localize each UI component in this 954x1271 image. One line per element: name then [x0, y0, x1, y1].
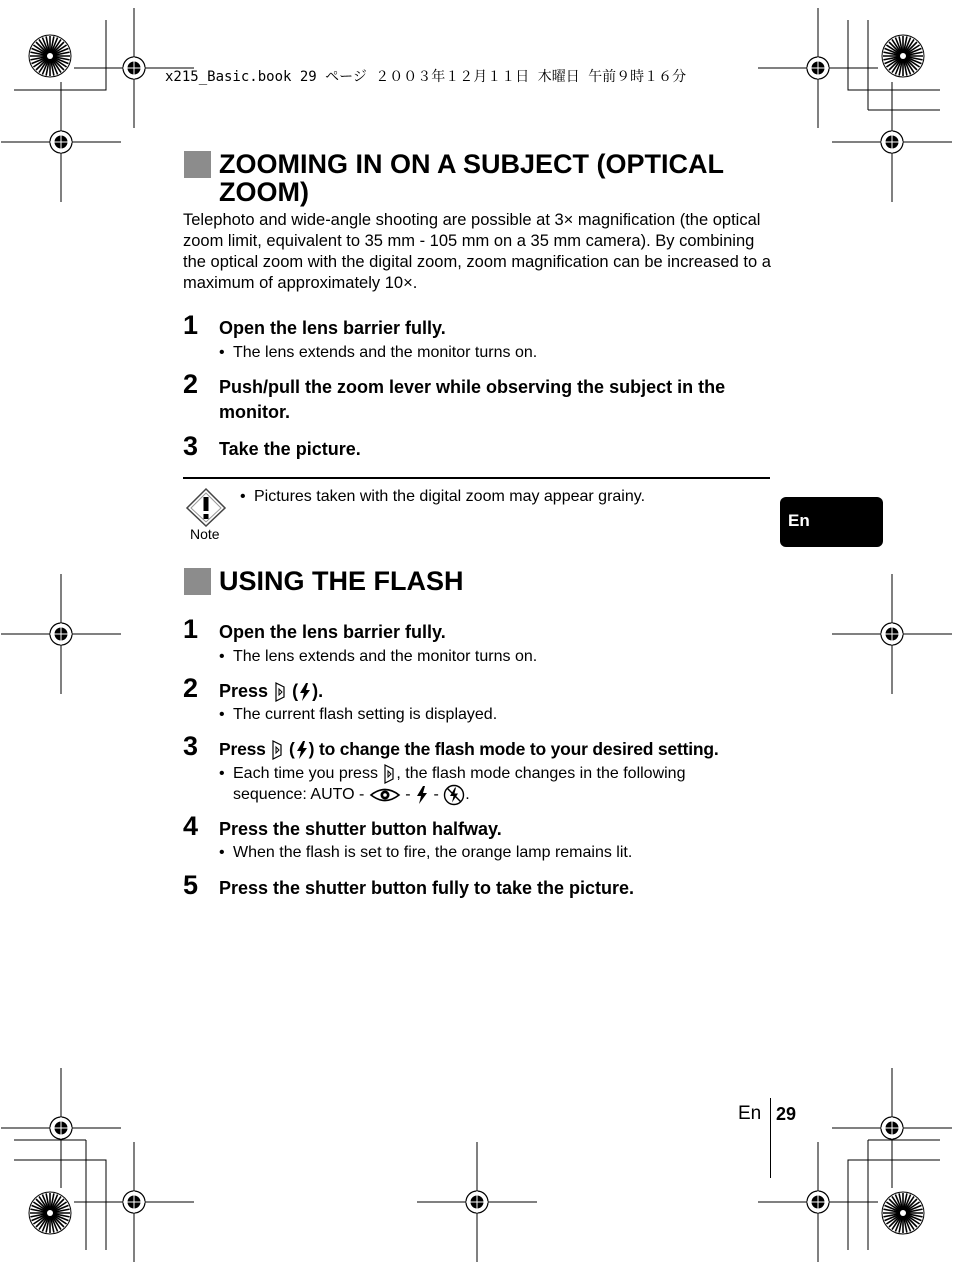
step-number: 2	[183, 673, 199, 703]
note-text: • Pictures taken with the digital zoom may appear grainy.	[240, 488, 646, 505]
bullet-text: , the flash mode changes in the following	[396, 765, 686, 782]
step-number: 1	[183, 310, 199, 340]
red-eye-reduction-icon	[369, 786, 401, 804]
section-title-text: ZOOMING IN ON A SUBJECT (OPTICAL ZOOM)	[219, 149, 724, 207]
language-tab: En	[780, 497, 883, 547]
step-heading: Open the lens barrier fully.	[219, 318, 446, 338]
print-header: x215_Basic.book 29 ページ ２００３年１２月１１日 木曜日 午前９時１６分	[165, 69, 687, 85]
section-title-text: USING THE FLASH	[219, 566, 464, 596]
section-marker-square	[184, 568, 211, 595]
step-heading: Push/pull the zoom lever while observing the subject in the monitor.	[219, 377, 726, 422]
step-text: (	[292, 681, 299, 701]
step-number: 3	[183, 431, 199, 461]
step-text: Press	[219, 681, 269, 701]
section-marker-square	[184, 151, 211, 178]
bullet-text: The lens extends and the monitor turns on.	[233, 344, 538, 361]
bullet-text: -	[405, 786, 411, 804]
page-number: 29	[776, 1104, 797, 1124]
zoom-step-1-bullet: • The lens extends and the monitor turns on.	[219, 344, 538, 361]
footer-language: En	[738, 1103, 762, 1124]
note-divider	[183, 477, 770, 479]
note-exclamation-icon	[185, 487, 227, 527]
step-number: 1	[183, 614, 199, 644]
flash-off-icon	[443, 784, 465, 806]
bullet-text: Each time you press	[233, 765, 378, 782]
step-text: ) to change the flash mode to your desired setting.	[308, 739, 719, 759]
step-number: 2	[183, 369, 199, 399]
flash-step-2-bullet: • The current flash setting is displayed.	[219, 706, 498, 723]
flash-button-icon	[270, 740, 284, 760]
step-text: Press	[219, 739, 266, 759]
step-heading: Open the lens barrier fully.	[219, 622, 446, 642]
step-text: (	[289, 739, 295, 759]
flash-button-icon	[273, 682, 287, 702]
step-heading	[219, 737, 775, 762]
step-heading	[219, 679, 775, 704]
flash-step-4-bullet: • When the flash is set to fire, the orange lamp remains lit.	[219, 844, 633, 861]
bullet-text: sequence: AUTO -	[233, 786, 365, 804]
step-text: ).	[312, 681, 324, 701]
bullet-text: The current flash setting is displayed.	[233, 706, 498, 723]
step-number: 3	[183, 731, 199, 761]
note-bullet-text: Pictures taken with the digital zoom may appear grainy.	[254, 488, 646, 505]
step-number: 4	[183, 811, 199, 841]
bullet-text: -	[433, 786, 439, 804]
step-heading: Press the shutter button halfway.	[219, 819, 502, 839]
section-title-zoom	[184, 150, 779, 206]
step-heading: Take the picture.	[219, 439, 361, 459]
step-number: 5	[183, 870, 199, 900]
bullet-text: When the flash is set to fire, the orange lamp remains lit.	[233, 844, 633, 861]
flash-icon	[415, 786, 429, 804]
step-heading: Press the shutter button fully to take the picture.	[219, 878, 635, 898]
section-title-flash	[184, 567, 779, 595]
note-label: Note	[190, 526, 220, 542]
flash-button-icon	[382, 764, 396, 784]
flash-step-1-bullet: • The lens extends and the monitor turns on.	[219, 648, 538, 665]
flash-icon	[298, 683, 312, 701]
bullet-text: The lens extends and the monitor turns on.	[233, 648, 538, 665]
flash-step-3-bullet: • Each time you press , the flash mode changes in the following sequence: AUTO - - - .	[219, 763, 779, 806]
bullet-text: .	[465, 786, 470, 804]
flash-icon	[295, 741, 309, 759]
zoom-intro-paragraph: Telephoto and wide-angle shooting are possible at 3× magnification (the optical zoom limit, equivalent to 35 mm - 105 mm on a 35 mm camera). By combining the optical zoom with the digital zoom, zoom magnification can be increased to a maximum of approximately 10×.	[183, 211, 771, 292]
footer-divider	[770, 1098, 771, 1178]
